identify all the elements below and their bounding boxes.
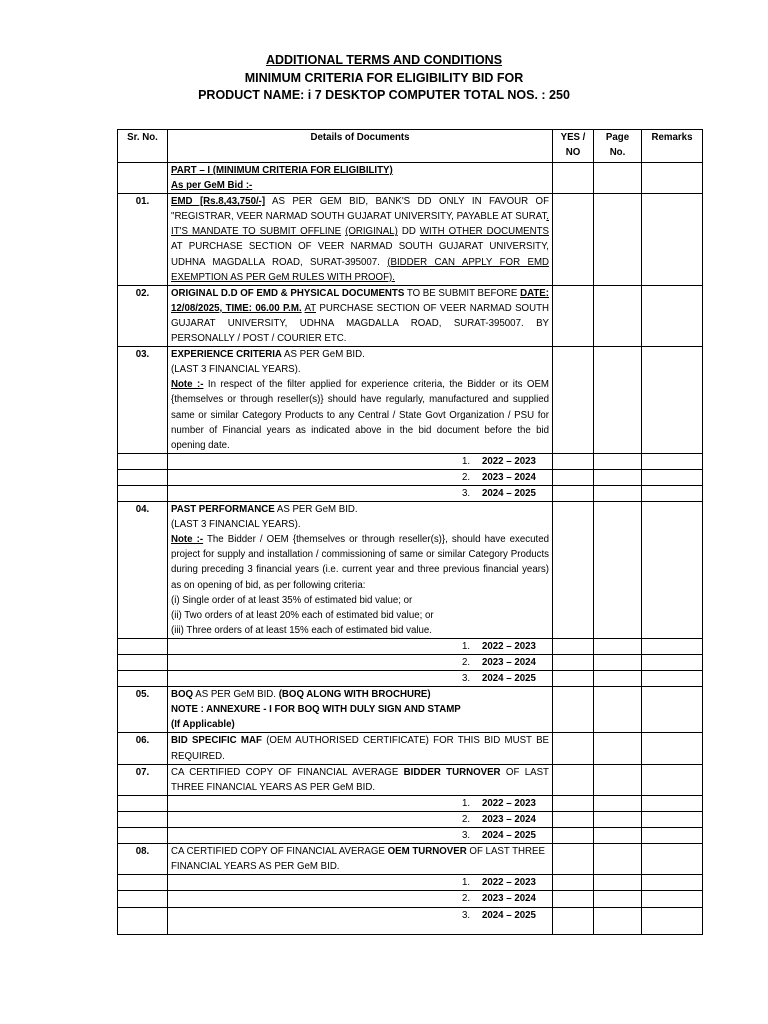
header-page-no: Page No. [594, 130, 642, 163]
item-03-details: EXPERIENCE CRITERIA AS PER GeM BID. (LAST 3 FINANCIAL YEARS). Note :- In respect of the filter applied for experience criteria, the Bidder or its OEM {themselves or through reseller(s)} should have regularly, manufactured and supplied same or similar Category Products to any Central / State Govt Organization / PSU for number of Financial years as indicated above in the bid document before the bid opening date. [168, 347, 553, 454]
header-subtitle: MINIMUM CRITERIA FOR ELIGIBILITY BID FOR [244, 70, 524, 85]
year-row: 2. 2023 – 2024 [118, 891, 703, 907]
table-row: 05. BOQ AS PER GeM BID. (BOQ ALONG WITH BROCHURE) NOTE : ANNEXURE - I FOR BOQ WITH DULY SIGN AND STAMP (If Applicable) [118, 687, 703, 733]
header-details: Details of Documents [168, 130, 553, 163]
year-row: 1. 2022 – 2023 [118, 453, 703, 469]
header-product: PRODUCT NAME: i 7 DESKTOP COMPUTER TOTAL NOS. : 250 [198, 88, 570, 102]
item-05-details: BOQ AS PER GeM BID. (BOQ ALONG WITH BROCHURE) NOTE : ANNEXURE - I FOR BOQ WITH DULY SIGN AND STAMP (If Applicable) [168, 687, 553, 733]
item-08-details: CA CERTIFIED COPY OF FINANCIAL AVERAGE OEM TURNOVER OF LAST THREE FINANCIAL YEARS AS PER GeM BID. [168, 844, 553, 875]
year-row: 3. 2024 – 2025 [118, 907, 703, 934]
item-04-details: PAST PERFORMANCE AS PER GeM BID. (LAST 3 FINANCIAL YEARS). Note :- The Bidder / OEM {themselves or through reseller(s)}, should have executed project for supply and installation / commissioning of same or similar Category Products during preceding 3 financial years (i.e. current year and three previous financial years) as on opening of bid, as per following criteria: (i) Single order of at least 35% of estimated bid value; or (ii) Two orders of at least 20% each of estimated bid value; or (iii) Three orders of at least 15% each of estimated bid value. [168, 502, 553, 639]
year-row: 3. 2024 – 2025 [118, 671, 703, 687]
year-row: 2. 2023 – 2024 [118, 469, 703, 485]
table-row: 06. BID SPECIFIC MAF (OEM AUTHORISED CERTIFICATE) FOR THIS BID MUST BE REQUIRED. [118, 733, 703, 764]
header-title: ADDITIONAL TERMS AND CONDITIONS [265, 53, 503, 67]
item-02-details: ORIGINAL D.D OF EMD & PHYSICAL DOCUMENTS TO BE SUBMIT BEFORE DATE: 12/08/2025, TIME: 06.00 P.M. AT PURCHASE SECTION OF VEER NARMAD SOUTH GUJARAT UNIVERSITY, UDHNA MAGDALLA ROAD, SURAT-395007. BY PERSONALLY / POST / COURIER ETC. [168, 285, 553, 346]
year-row: 2. 2023 – 2024 [118, 655, 703, 671]
item-06-details: BID SPECIFIC MAF (OEM AUTHORISED CERTIFICATE) FOR THIS BID MUST BE REQUIRED. [168, 733, 553, 764]
header-remarks: Remarks [642, 130, 703, 163]
table-row: 01. EMD [Rs.8,43,750/-] AS PER GEM BID, BANK'S DD ONLY IN FAVOUR OF "REGISTRAR, VEER NARMAD SOUTH GUJARAT UNIVERSITY, PAYABLE AT SURAT. IT'S MANDATE TO SUBMIT OFFLINE (ORIGINAL) DD WITH OTHER DOCUMENTS AT PURCHASE SECTION OF VEER NARMAD SOUTH GUJARAT UNIVERSITY, UDHNA MAGDALLA ROAD, SURAT-395007. (BIDDER CAN APPLY FOR EMD EXEMPTION AS PER GeM RULES WITH PROOF). [118, 194, 703, 286]
part-subtitle: As per GeM Bid :- [171, 180, 253, 192]
year-row: 1. 2022 – 2023 [118, 875, 703, 891]
eligibility-table [117, 129, 703, 935]
document-header [0, 52, 768, 105]
table-row: 04. PAST PERFORMANCE AS PER GeM BID. (LAST 3 FINANCIAL YEARS). Note :- The Bidder / OEM {themselves or through reseller(s)}, should have executed project for supply and installation / commissioning of same or similar Category Products during preceding 3 financial years (i.e. current year and three previous financial years) as on opening of bid, as per following criteria: (i) Single order of at least 35% of estimated bid value; or (ii) Two orders of at least 20% each of estimated bid value; or (iii) Three orders of at least 15% each of estimated bid value. [118, 502, 703, 639]
header-srno: Sr. No. [118, 130, 168, 163]
year-row: 2. 2023 – 2024 [118, 811, 703, 827]
table-row: 07. CA CERTIFIED COPY OF FINANCIAL AVERAGE BIDDER TURNOVER OF LAST THREE FINANCIAL YEARS AS PER GeM BID. [118, 764, 703, 795]
item-01-details: EMD [Rs.8,43,750/-] AS PER GEM BID, BANK'S DD ONLY IN FAVOUR OF "REGISTRAR, VEER NARMAD SOUTH GUJARAT UNIVERSITY, PAYABLE AT SURAT. IT'S MANDATE TO SUBMIT OFFLINE (ORIGINAL) DD WITH OTHER DOCUMENTS AT PURCHASE SECTION OF VEER NARMAD SOUTH GUJARAT UNIVERSITY, UDHNA MAGDALLA ROAD, SURAT-395007. (BIDDER CAN APPLY FOR EMD EXEMPTION AS PER GeM RULES WITH PROOF). [168, 194, 553, 286]
part-title-row [118, 163, 703, 194]
year-row: 1. 2022 – 2023 [118, 638, 703, 654]
part-title: PART – I (MINIMUM CRITERIA FOR ELIGIBILITY) [171, 165, 393, 176]
year-row: 1. 2022 – 2023 [118, 795, 703, 811]
year-row: 3. 2024 – 2025 [118, 828, 703, 844]
item-07-details: CA CERTIFIED COPY OF FINANCIAL AVERAGE BIDDER TURNOVER OF LAST THREE FINANCIAL YEARS AS PER GeM BID. [168, 764, 553, 795]
table-header-row [118, 130, 703, 163]
header-yes-no: YES / NO [553, 130, 594, 163]
table-row: 02. ORIGINAL D.D OF EMD & PHYSICAL DOCUMENTS TO BE SUBMIT BEFORE DATE: 12/08/2025, TIME: 06.00 P.M. AT PURCHASE SECTION OF VEER NARMAD SOUTH GUJARAT UNIVERSITY, UDHNA MAGDALLA ROAD, SURAT-395007. BY PERSONALLY / POST / COURIER ETC. [118, 285, 703, 346]
year-row: 3. 2024 – 2025 [118, 485, 703, 501]
table-row: 08. CA CERTIFIED COPY OF FINANCIAL AVERAGE OEM TURNOVER OF LAST THREE FINANCIAL YEARS AS PER GeM BID. [118, 844, 703, 875]
table-row: 03. EXPERIENCE CRITERIA AS PER GeM BID. (LAST 3 FINANCIAL YEARS). Note :- In respect of the filter applied for experience criteria, the Bidder or its OEM {themselves or through reseller(s)} should have regularly, manufactured and supplied same or similar Category Products to any Central / State Govt Organization / PSU for number of Financial years as indicated above in the bid document before the bid opening date. [118, 347, 703, 454]
